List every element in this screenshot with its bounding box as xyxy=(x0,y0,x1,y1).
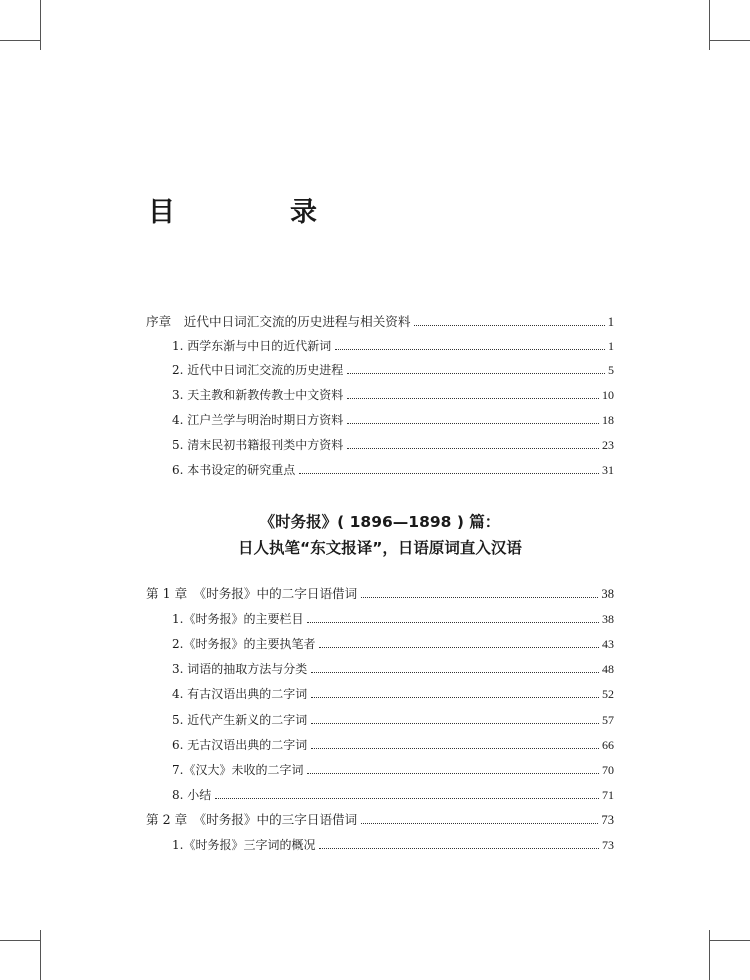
toc-entry[interactable] xyxy=(172,431,614,453)
toc-entry[interactable] xyxy=(172,605,614,627)
toc-page-number: 57 xyxy=(602,713,614,727)
toc-entry-label: 1.《时务报》三字词的概况 xyxy=(172,838,316,852)
toc-entry[interactable] xyxy=(172,831,614,853)
toc-page-number: 18 xyxy=(602,413,614,427)
toc-entry[interactable] xyxy=(172,655,614,677)
crop-mark xyxy=(709,930,710,980)
toc-entry[interactable] xyxy=(172,781,614,803)
leader-dots xyxy=(335,349,605,350)
leader-dots xyxy=(319,647,599,648)
toc-entry-label: 3. 天主教和新教传教士中文资料 xyxy=(172,388,344,402)
toc-entry-label: 6. 本书设定的研究重点 xyxy=(172,463,296,477)
toc-entry[interactable] xyxy=(172,332,614,354)
crop-mark xyxy=(0,40,40,41)
toc-page-number: 52 xyxy=(602,687,614,701)
crop-mark xyxy=(40,0,41,50)
leader-dots xyxy=(307,773,599,774)
leader-dots xyxy=(311,723,599,724)
toc-entry-label: 第 2 章 《时务报》中的三字日语借词 xyxy=(146,812,358,827)
leader-dots xyxy=(299,473,599,474)
toc-entry[interactable] xyxy=(172,406,614,428)
toc-page-number: 73 xyxy=(602,838,614,852)
toc-page-number: 23 xyxy=(602,438,614,452)
toc-entry-label: 2. 近代中日词汇交流的历史进程 xyxy=(172,363,344,377)
leader-dots xyxy=(319,848,599,849)
crop-mark xyxy=(709,940,750,941)
toc-entry[interactable] xyxy=(146,308,614,330)
toc-entry[interactable] xyxy=(172,456,614,478)
toc-entry-label: 第 1 章 《时务报》中的二字日语借词 xyxy=(146,586,358,601)
crop-mark xyxy=(709,40,750,41)
toc-page-number: 1 xyxy=(607,315,614,329)
crop-mark xyxy=(0,940,40,941)
toc-entry[interactable] xyxy=(172,356,614,378)
leader-dots xyxy=(361,597,598,598)
toc-entry-label: 1.《时务报》的主要栏目 xyxy=(172,612,304,626)
leader-dots xyxy=(414,325,604,326)
toc-entry-label: 序章 近代中日词汇交流的历史进程与相关资料 xyxy=(146,314,411,329)
toc-entry-label: 7.《汉大》未收的二字词 xyxy=(172,763,304,777)
toc-entry[interactable] xyxy=(172,381,614,403)
crop-mark xyxy=(709,0,710,50)
leader-dots xyxy=(311,748,599,749)
toc-page-number: 66 xyxy=(602,738,614,752)
toc-page-number: 43 xyxy=(602,637,614,651)
toc-entry-label: 8. 小结 xyxy=(172,788,212,802)
toc-page-number: 71 xyxy=(602,788,614,802)
page-title: 目 录 xyxy=(148,197,361,228)
toc-entry-label: 4. 江户兰学与明治时期日方资料 xyxy=(172,413,344,427)
leader-dots xyxy=(311,672,599,673)
toc-page-number: 5 xyxy=(608,363,614,377)
leader-dots xyxy=(347,423,599,424)
toc-entry[interactable] xyxy=(146,806,614,828)
toc-entry[interactable] xyxy=(172,630,614,652)
leader-dots xyxy=(215,798,599,799)
toc-page-number: 38 xyxy=(602,612,614,626)
toc-entry-label: 6. 无古汉语出典的二字词 xyxy=(172,738,308,752)
leader-dots xyxy=(307,622,599,623)
leader-dots xyxy=(347,448,599,449)
toc-entry[interactable] xyxy=(146,580,614,602)
toc-entry[interactable] xyxy=(172,756,614,778)
leader-dots xyxy=(347,398,599,399)
toc-page-number: 38 xyxy=(601,587,614,601)
toc-entry[interactable] xyxy=(172,680,614,702)
leader-dots xyxy=(311,697,599,698)
leader-dots xyxy=(361,823,598,824)
toc-entry[interactable] xyxy=(172,731,614,753)
toc-entry-label: 5. 清末民初书籍报刊类中方资料 xyxy=(172,438,344,452)
toc-page-number: 48 xyxy=(602,662,614,676)
toc-page-number: 1 xyxy=(608,339,614,353)
toc-page-number: 70 xyxy=(602,763,614,777)
toc-page-number: 31 xyxy=(602,463,614,477)
toc-entry-label: 2.《时务报》的主要执笔者 xyxy=(172,637,316,651)
toc-page-number: 73 xyxy=(601,813,614,827)
part-heading-line2: 日人执笔“东文报译”，日语原词直入汉语 xyxy=(238,539,522,557)
toc-entry-label: 3. 词语的抽取方法与分类 xyxy=(172,662,308,676)
toc-entry-label: 1. 西学东渐与中日的近代新词 xyxy=(172,339,332,353)
toc-entry-label: 5. 近代产生新义的二字词 xyxy=(172,713,308,727)
part-heading-line1: 《时务报》( 1896—1898 ) 篇： xyxy=(259,513,501,531)
toc-page-number: 10 xyxy=(602,388,614,402)
toc-entry[interactable] xyxy=(172,706,614,728)
crop-mark xyxy=(40,930,41,980)
toc-entry-label: 4. 有古汉语出典的二字词 xyxy=(172,687,308,701)
leader-dots xyxy=(347,373,605,374)
